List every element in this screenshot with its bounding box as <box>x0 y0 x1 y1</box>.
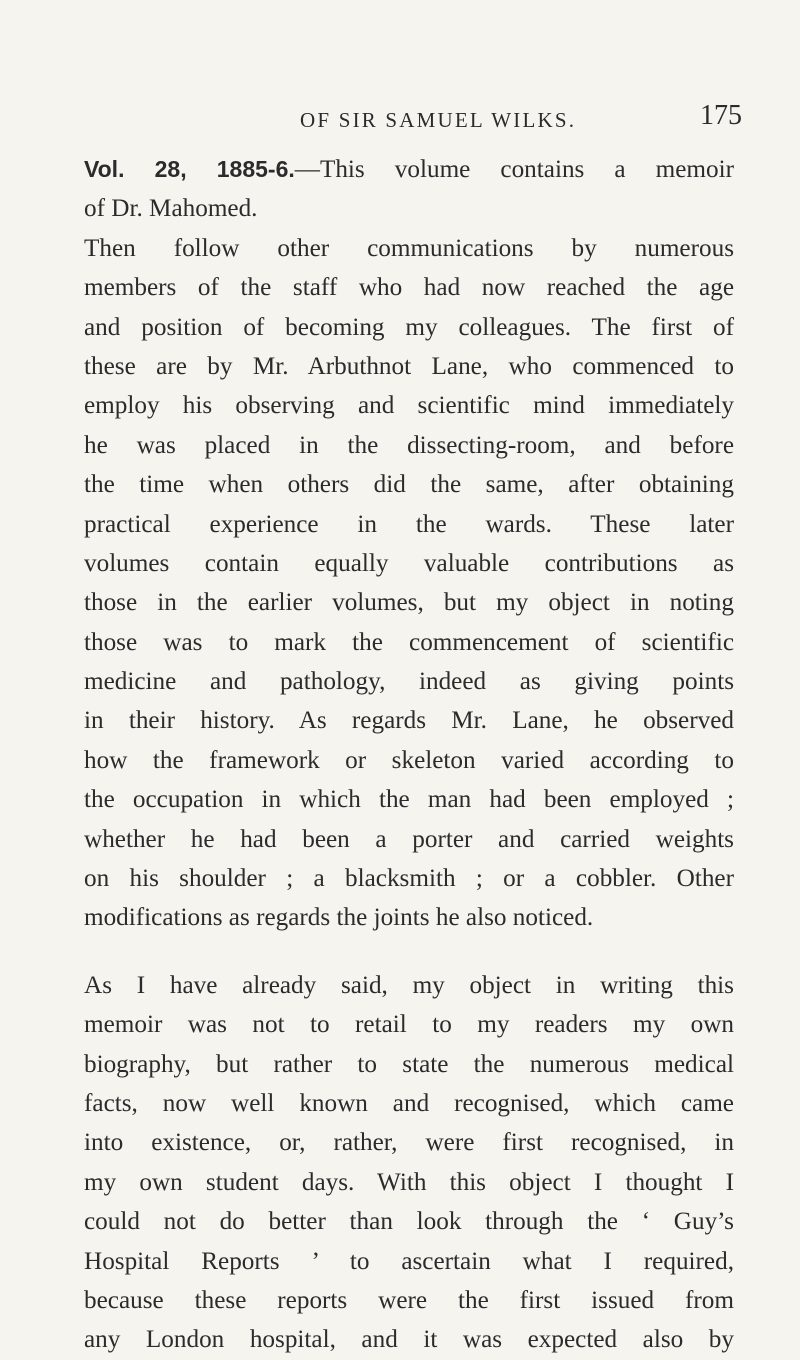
text-line: on his shoulder ; a blacksmith ; or a cobbler. Other <box>84 865 734 893</box>
text-line: biography, but rather to state the numerous medical <box>84 1050 734 1078</box>
text-line: of Dr. Mahomed. <box>84 195 258 223</box>
text-line: in their history. As regards Mr. Lane, he observed <box>84 707 734 735</box>
text-line: these are by Mr. Arbuthnot Lane, who commenced to <box>84 352 734 380</box>
text-line <box>84 150 734 189</box>
body-text <box>84 150 734 1360</box>
text-line: members of the staff who had now reached the age <box>84 274 734 302</box>
text-line: medicine and pathology, indeed as giving points <box>84 668 734 696</box>
text-line: because these reports were the first issued from <box>84 1286 734 1314</box>
text-line: As I have already said, my object in writing this <box>84 971 734 999</box>
text-line: modifications as regards the joints he also noticed. <box>84 904 594 932</box>
text-line: could not do better than look through the ‘ Guy’s <box>84 1208 734 1236</box>
text-line: volumes contain equally valuable contributions as <box>84 549 734 577</box>
text-line: facts, now well known and recognised, which came <box>84 1089 734 1117</box>
text-line: Hospital Reports ’ to ascertain what I required, <box>84 1247 734 1275</box>
volume-heading: Vol. 28, 1885-6. <box>84 156 295 182</box>
text-line: how the framework or skeleton varied according to <box>84 746 734 774</box>
text-line: he was placed in the dissecting-room, and before <box>84 431 734 459</box>
text-line: memoir was not to retail to my readers my own <box>84 1011 734 1039</box>
running-head <box>0 94 800 134</box>
text-line: whether he had been a porter and carried weights <box>84 825 734 853</box>
text-line: my own student days. With this object I thought I <box>84 1168 734 1196</box>
text-line: employ his observing and scientific mind immediately <box>84 392 734 420</box>
text-line: into existence, or, rather, were first recognised, in <box>84 1129 734 1157</box>
paragraph-gap <box>84 938 734 966</box>
text-line: practical experience in the wards. These later <box>84 510 734 538</box>
page-number: 175 <box>700 100 742 131</box>
text-line: the occupation in which the man had been employed ; <box>84 786 734 814</box>
text-line: those in the earlier volumes, but my object in noting <box>84 589 734 617</box>
text-line: Then follow other communications by numerous <box>84 234 734 262</box>
paragraph-2 <box>84 966 734 1360</box>
text-line: those was to mark the commencement of scientific <box>84 628 734 656</box>
text-line: and position of becoming my colleagues. The first of <box>84 313 734 341</box>
paragraph-1 <box>84 150 734 938</box>
text-line-rest: —This volume contains a memoir <box>294 156 734 183</box>
running-title: OF SIR SAMUEL WILKS. <box>300 108 577 132</box>
text-line: the time when others did the same, after obtaining <box>84 471 734 499</box>
text-line: any London hospital, and it was expected also by <box>84 1326 734 1354</box>
